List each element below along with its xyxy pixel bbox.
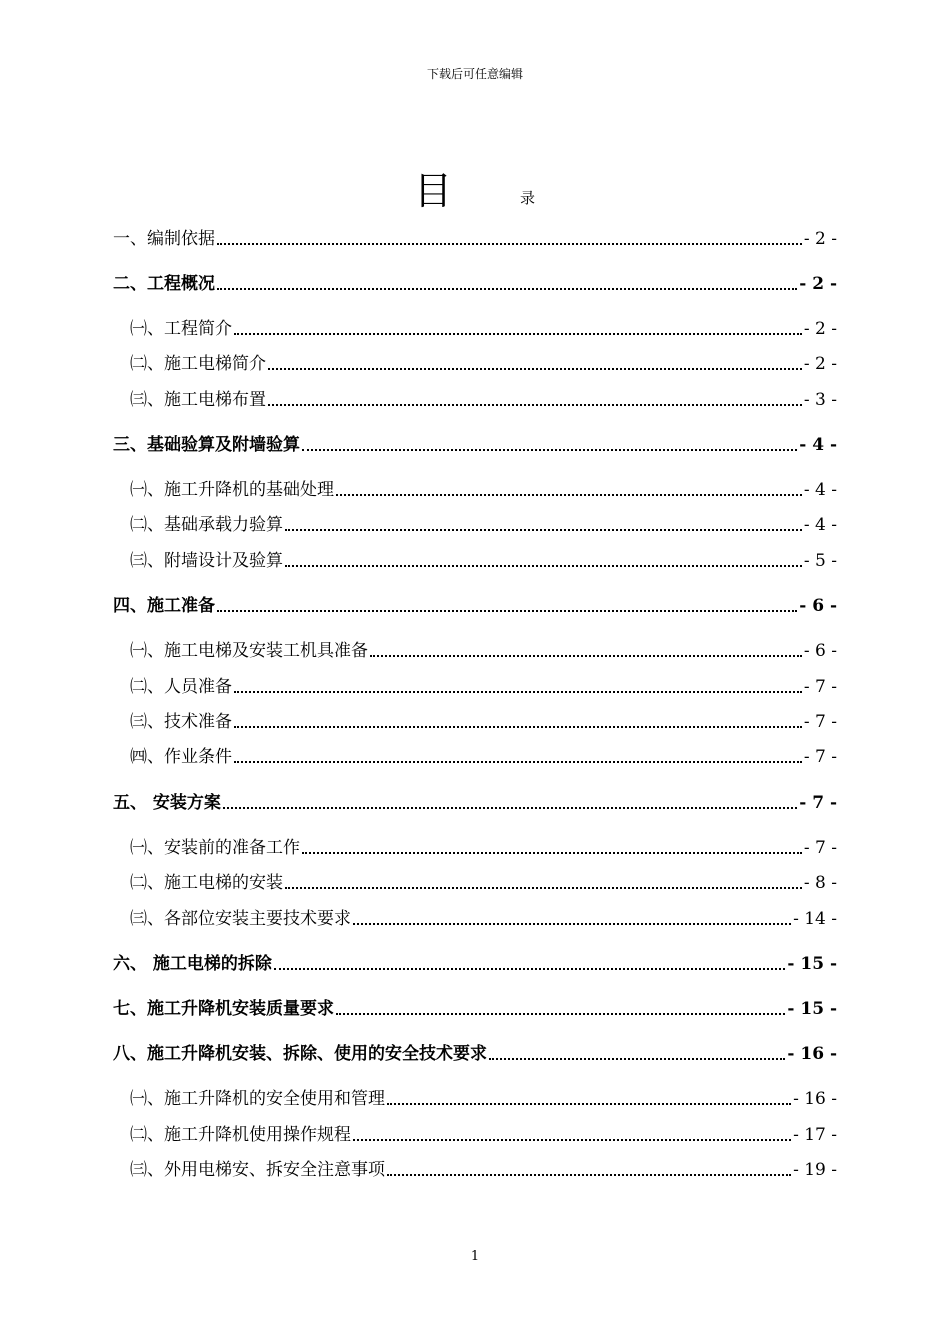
- toc-entry-text: 一、编制依据: [113, 229, 215, 249]
- toc-entry-text: ㈢、附墙设计及验算: [130, 551, 283, 571]
- toc-entry-page: - 7 -: [803, 677, 837, 697]
- toc-entry-text: 七、施工升降机安装质量要求: [113, 999, 334, 1019]
- toc-entry-page: - 15 -: [787, 999, 837, 1019]
- toc-dot-leader: [489, 1058, 785, 1060]
- toc-dot-leader: [285, 529, 802, 531]
- toc-entry-text: ㈡、施工电梯的安装: [130, 873, 283, 893]
- toc-entry-8-3[interactable]: [130, 1157, 837, 1181]
- toc-entry-2-3[interactable]: [130, 387, 837, 411]
- toc-entry-page: - 4 -: [803, 515, 837, 535]
- toc-entry-2[interactable]: [113, 271, 837, 295]
- toc-dot-leader: [268, 368, 802, 370]
- toc-dot-leader: [336, 1013, 785, 1015]
- toc-entry-text: 六、 施工电梯的拆除: [113, 954, 272, 974]
- toc-dot-leader: [302, 449, 797, 451]
- toc-entry-page: - 5 -: [803, 551, 837, 571]
- toc-dot-leader: [223, 807, 797, 809]
- toc-entry-1[interactable]: [113, 226, 837, 250]
- toc-entry-5-1[interactable]: [130, 835, 837, 859]
- toc-entry-page: - 2 -: [803, 354, 837, 374]
- toc-dot-leader: [353, 1139, 791, 1141]
- toc-entry-2-1[interactable]: [130, 316, 837, 340]
- toc-entry-3-3[interactable]: [130, 548, 837, 572]
- toc-entry-text: 三、基础验算及附墙验算: [113, 435, 300, 455]
- toc-entry-4-1[interactable]: [130, 638, 837, 662]
- toc-entry-page: - 2 -: [799, 274, 837, 294]
- toc-entry-4-4[interactable]: [130, 744, 837, 768]
- toc-dot-leader: [217, 288, 797, 290]
- toc-dot-leader: [274, 968, 785, 970]
- toc-dot-leader: [217, 610, 797, 612]
- toc-entry-page: - 19 -: [793, 1160, 837, 1180]
- toc-entry-text: 二、工程概况: [113, 274, 215, 294]
- toc-dot-leader: [268, 404, 802, 406]
- toc-entry-page: - 16 -: [787, 1044, 837, 1064]
- toc-dot-leader: [217, 243, 802, 245]
- toc-entry-7[interactable]: [113, 996, 837, 1020]
- toc-entry-text: ㈡、施工电梯简介: [130, 354, 266, 374]
- toc-entry-3-1[interactable]: [130, 477, 837, 501]
- toc-entry-8-2[interactable]: [130, 1122, 837, 1146]
- toc-entry-text: ㈠、施工电梯及安装工机具准备: [130, 641, 368, 661]
- toc-entry-page: - 7 -: [803, 747, 837, 767]
- toc-entry-page: - 15 -: [787, 954, 837, 974]
- toc-dot-leader: [234, 726, 802, 728]
- toc-entry-4-3[interactable]: [130, 709, 837, 733]
- toc-dot-leader: [353, 923, 791, 925]
- toc-entry-page: - 7 -: [803, 838, 837, 858]
- toc-dot-leader: [285, 887, 802, 889]
- toc-entry-page: - 16 -: [793, 1089, 837, 1109]
- toc-entry-page: - 2 -: [803, 229, 837, 249]
- toc-entry-text: ㈠、工程简介: [130, 319, 232, 339]
- toc-entry-text: 四、施工准备: [113, 596, 215, 616]
- toc-entry-page: - 8 -: [803, 873, 837, 893]
- toc-entry-page: - 2 -: [803, 319, 837, 339]
- toc-entry-6[interactable]: [113, 951, 837, 975]
- toc-dot-leader: [387, 1103, 791, 1105]
- toc-entry-5-2[interactable]: [130, 870, 837, 894]
- toc-entry-page: - 6 -: [803, 641, 837, 661]
- toc-entry-5-3[interactable]: [130, 906, 837, 930]
- toc-entry-page: - 3 -: [803, 390, 837, 410]
- toc-entry-text: ㈡、人员准备: [130, 677, 232, 697]
- toc-entry-8[interactable]: [113, 1041, 837, 1065]
- toc-entry-text: ㈡、施工升降机使用操作规程: [130, 1125, 351, 1145]
- toc-dot-leader: [370, 655, 802, 657]
- toc-dot-leader: [234, 691, 802, 693]
- toc-entry-text: ㈠、施工升降机的安全使用和管理: [130, 1089, 385, 1109]
- toc-entry-page: - 17 -: [793, 1125, 837, 1145]
- toc-entry-page: - 4 -: [803, 480, 837, 500]
- toc-dot-leader: [302, 852, 802, 854]
- toc-entry-text: ㈣、作业条件: [130, 747, 232, 767]
- toc-title-main: 目: [414, 169, 453, 213]
- toc-title-sub: 录: [520, 189, 536, 207]
- toc-entry-3-2[interactable]: [130, 512, 837, 536]
- toc-entry-8-1[interactable]: [130, 1086, 837, 1110]
- toc-entry-text: ㈢、施工电梯布置: [130, 390, 266, 410]
- toc-entry-3[interactable]: [113, 432, 837, 456]
- toc-entry-text: ㈠、安装前的准备工作: [130, 838, 300, 858]
- toc-dot-leader: [336, 494, 802, 496]
- toc-dot-leader: [285, 565, 802, 567]
- toc-dot-leader: [234, 761, 802, 763]
- toc-entry-text: 八、施工升降机安装、拆除、使用的安全技术要求: [113, 1044, 487, 1064]
- toc-entry-text: ㈢、外用电梯安、拆安全注意事项: [130, 1160, 385, 1180]
- toc-entry-text: ㈡、基础承载力验算: [130, 515, 283, 535]
- toc-dot-leader: [387, 1174, 791, 1176]
- toc-entry-page: - 4 -: [799, 435, 837, 455]
- toc-entry-text: ㈢、各部位安装主要技术要求: [130, 909, 351, 929]
- toc-entry-page: - 6 -: [799, 596, 837, 616]
- toc-entry-4[interactable]: [113, 593, 837, 617]
- toc-dot-leader: [234, 333, 802, 335]
- toc-entry-page: - 7 -: [803, 712, 837, 732]
- toc-entry-5[interactable]: [113, 790, 837, 814]
- toc-entry-text: 五、 安装方案: [113, 793, 221, 813]
- header-note: 下载后可任意编辑: [426, 67, 523, 81]
- toc-entry-text: ㈠、施工升降机的基础处理: [130, 480, 334, 500]
- page-number: 1: [470, 1249, 480, 1264]
- toc-entry-text: ㈢、技术准备: [130, 712, 232, 732]
- toc-entry-4-2[interactable]: [130, 674, 837, 698]
- toc-entry-2-2[interactable]: [130, 351, 837, 375]
- toc-entry-page: - 14 -: [793, 909, 837, 929]
- toc-entry-page: - 7 -: [799, 793, 837, 813]
